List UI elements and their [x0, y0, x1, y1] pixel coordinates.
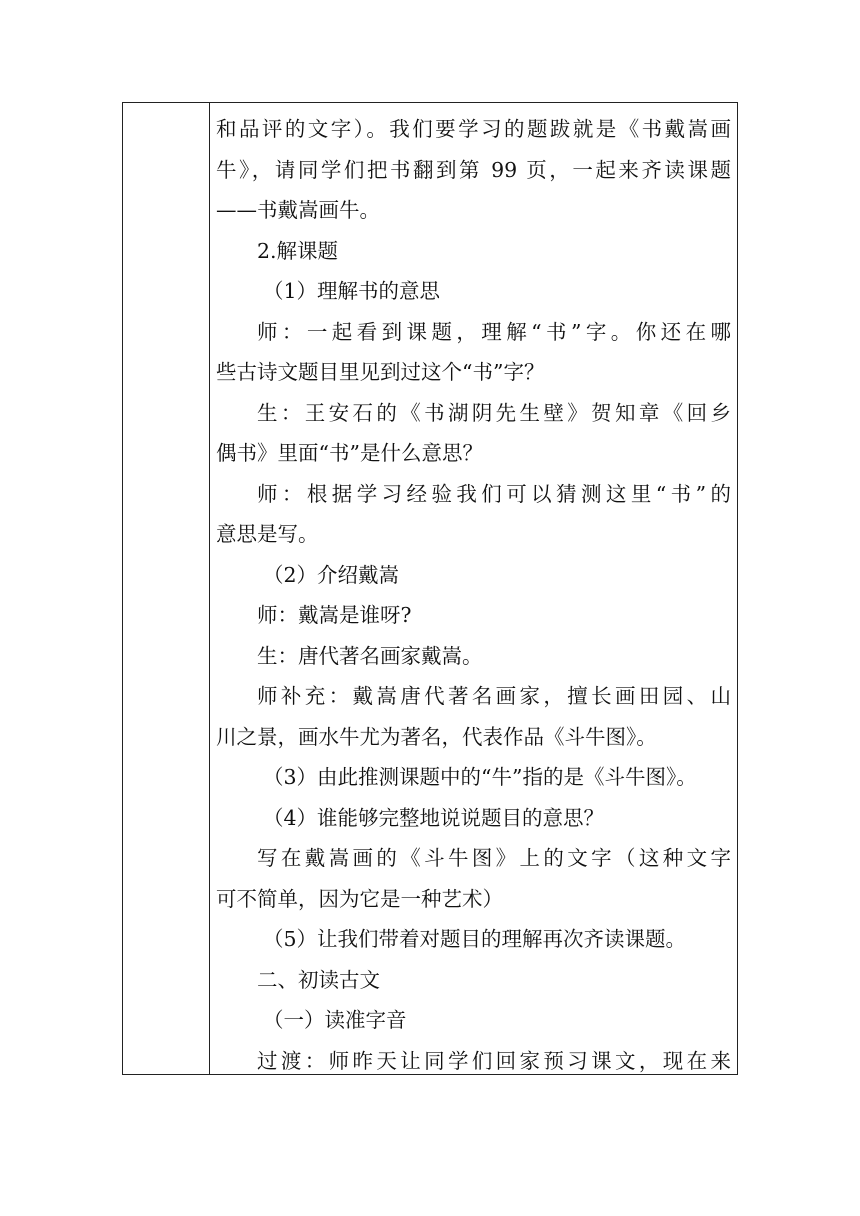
text-line: （5）让我们带着对题目的理解再次齐读课题。	[263, 927, 687, 951]
text-line: 二、初读古文	[257, 967, 380, 992]
text-line: （一）读准字音	[263, 1008, 407, 1032]
text-line: ——书戴嵩画牛。	[216, 198, 380, 222]
text-line: 牛》，请同学们把书翻到第 99 页，一起来齐读课题	[216, 157, 731, 182]
text-line: 过渡：师昨天让同学们回家预习课文，现在来	[257, 1048, 731, 1073]
text-line: 生：王安石的《书湖阴先生壁》贺知章《回乡	[257, 400, 731, 425]
text-line: 些古诗文题目里见到过这个“书”字？	[216, 360, 545, 384]
text-line: 意思是写。	[216, 522, 319, 546]
text-line: （3）由此推测课题中的“牛”指的是《斗牛图》。	[263, 765, 697, 789]
lesson-content-cell	[216, 109, 731, 1081]
text-line: （2）介绍戴嵩	[263, 562, 400, 587]
text-line: 可不简单，因为它是一种艺术）	[216, 886, 503, 911]
text-line: 2.解课题	[257, 238, 339, 263]
text-line: 生：唐代著名画家戴嵩。	[257, 643, 483, 668]
text-line: 师：根据学习经验我们可以猜测这里“书”的	[257, 481, 731, 506]
lesson-table	[122, 102, 738, 1075]
text-line: 师补充：戴嵩唐代著名画家，擅长画田园、山	[257, 684, 731, 708]
text-line: 偶书》里面“书”是什么意思？	[216, 441, 483, 465]
text-line: 师：戴嵩是谁呀?	[257, 603, 412, 627]
text-line: （1）理解书的意思	[263, 279, 441, 303]
column-divider	[209, 103, 210, 1074]
text-line: 川之景，画水牛尤为著名，代表作品《斗牛图》。	[216, 724, 657, 749]
text-line: 和品评的文字）。我们要学习的题跋就是《书戴嵩画	[216, 117, 731, 141]
text-line: 师：一起看到课题，理解“书”字。你还在哪	[257, 319, 731, 344]
text-line: 写在戴嵩画的《斗牛图》上的文字（这种文字	[257, 846, 731, 870]
text-line: （4）谁能够完整地说说题目的意思？	[263, 805, 605, 830]
